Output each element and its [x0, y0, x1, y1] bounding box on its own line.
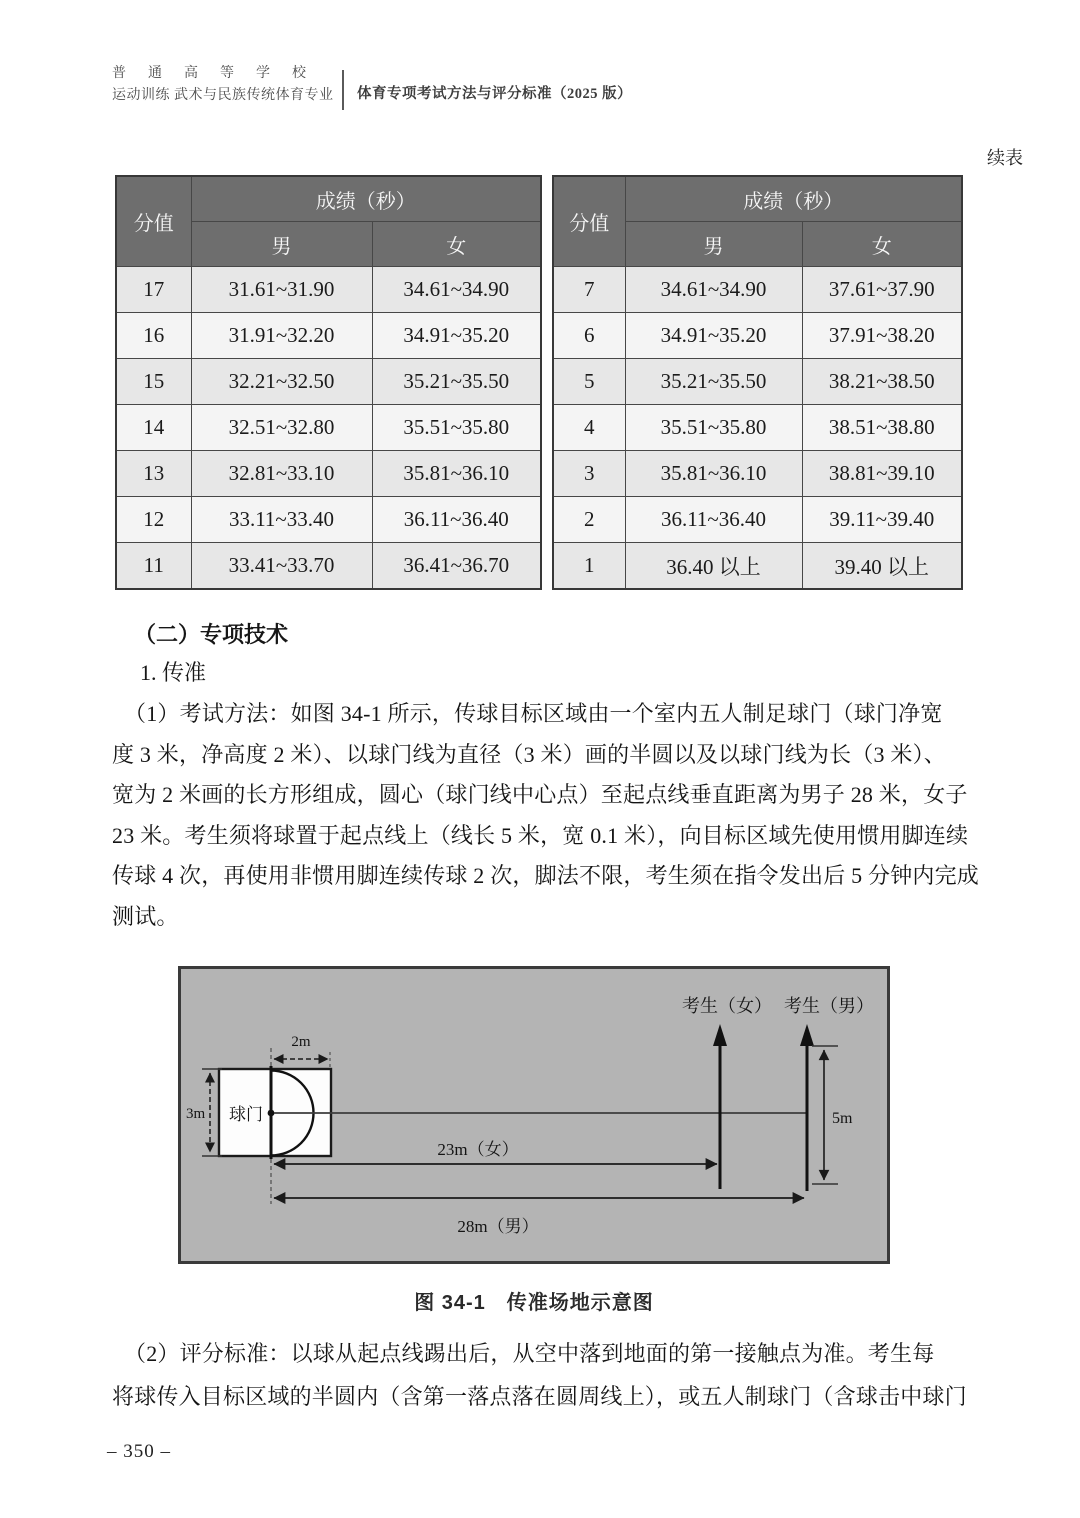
- dim-3m-label: 3m: [186, 1106, 206, 1122]
- table-row: [116, 451, 541, 497]
- score-cell: 4: [553, 405, 625, 451]
- female-time-cell: 36.41~36.70: [372, 543, 541, 590]
- header-school-block: [112, 63, 334, 107]
- col-header-male: 男: [625, 222, 802, 267]
- score-cell: 11: [116, 543, 191, 590]
- female-time-cell: 34.91~35.20: [372, 313, 541, 359]
- dim-23m-label: 23m（女）: [437, 1140, 519, 1159]
- male-time-cell: 35.81~36.10: [625, 451, 802, 497]
- female-time-cell: 38.21~38.50: [802, 359, 962, 405]
- male-time-cell: 33.41~33.70: [191, 543, 372, 590]
- examinee-female-label: 考生（女）: [682, 996, 772, 1016]
- table-row: [553, 267, 962, 313]
- section-heading: （二）专项技术: [134, 622, 289, 647]
- male-time-cell: 34.61~34.90: [625, 267, 802, 313]
- male-time-cell: 32.81~33.10: [191, 451, 372, 497]
- paragraph-line: （1）考试方法：如图 34-1 所示，传球目标区域由一个室内五人制足球门（球门净宽: [124, 701, 943, 726]
- score-table-right: [552, 175, 963, 590]
- col-header-female: 女: [372, 222, 541, 267]
- field-diagram: [178, 966, 890, 1264]
- col-header-female: 女: [802, 222, 962, 267]
- table-row: [553, 543, 962, 590]
- col-header-result: 成绩（秒）: [625, 176, 962, 222]
- table-row: [553, 497, 962, 543]
- examinee-male-label: 考生（男）: [784, 996, 874, 1016]
- score-cell: 5: [553, 359, 625, 405]
- male-time-cell: 31.61~31.90: [191, 267, 372, 313]
- header-major-name: 运动训练 武术与民族传统体育专业: [112, 88, 334, 103]
- scoring-standard-paragraph: [112, 1332, 988, 1418]
- female-time-cell: 35.51~35.80: [372, 405, 541, 451]
- male-time-cell: 36.11~36.40: [625, 497, 802, 543]
- paragraph-line: 度 3 米，净高度 2 米）、以球门线为直径（3 米）画的半圆以及以球门线为长（3 米）、: [112, 741, 947, 767]
- header-edition-title: 体育专项考试方法与评分标准（2025 版）: [357, 86, 633, 102]
- female-time-cell: 39.11~39.40: [802, 497, 962, 543]
- table-row: [116, 543, 541, 590]
- table-row: [116, 359, 541, 405]
- male-time-cell: 35.51~35.80: [625, 405, 802, 451]
- col-header-score: 分值: [116, 176, 191, 267]
- table-row: [116, 267, 541, 313]
- score-cell: 2: [553, 497, 625, 543]
- female-time-cell: 38.81~39.10: [802, 451, 962, 497]
- female-time-cell: 35.81~36.10: [372, 451, 541, 497]
- score-cell: 17: [116, 267, 191, 313]
- female-time-cell: 35.21~35.50: [372, 359, 541, 405]
- goal-center-dot: [268, 1110, 275, 1117]
- male-time-cell: 32.51~32.80: [191, 405, 372, 451]
- score-cell: 13: [116, 451, 191, 497]
- figure-caption: 图 34-1 传准场地示意图: [414, 1292, 654, 1314]
- col-header-male: 男: [191, 222, 372, 267]
- table-row: [116, 405, 541, 451]
- paragraph-line: 将球传入目标区域的半圆内（含第一落点落在圆周线上），或五人制球门（含球击中球门: [112, 1384, 967, 1409]
- field-diagram-svg: [178, 966, 890, 1264]
- continued-table-label: 续表: [987, 148, 1023, 168]
- page-number: – 350 –: [107, 1441, 171, 1462]
- score-table-left: [115, 175, 542, 590]
- male-time-cell: 35.21~35.50: [625, 359, 802, 405]
- table-row: [116, 313, 541, 359]
- paragraph-line: 23 米。考生须将球置于起点线上（线长 5 米，宽 0.1 米），向目标区域先使用惯用脚连续: [112, 822, 969, 848]
- paragraph-line: 传球 4 次，再使用非惯用脚连续传球 2 次，脚法不限，考生须在指令发出后 5 分钟内完成: [112, 863, 980, 888]
- female-time-cell: 37.91~38.20: [802, 313, 962, 359]
- col-header-score: 分值: [553, 176, 625, 267]
- col-header-result: 成绩（秒）: [191, 176, 541, 222]
- exam-method-paragraph: [112, 694, 988, 937]
- table-row: [116, 497, 541, 543]
- score-cell: 7: [553, 267, 625, 313]
- female-time-cell: 36.11~36.40: [372, 497, 541, 543]
- male-time-cell: 31.91~32.20: [191, 313, 372, 359]
- score-cell: 1: [553, 543, 625, 590]
- table-row: [553, 359, 962, 405]
- score-cell: 16: [116, 313, 191, 359]
- score-cell: 14: [116, 405, 191, 451]
- section-subheading: 1. 传准: [140, 660, 207, 685]
- paragraph-line: 测试。: [112, 903, 179, 929]
- score-cell: 3: [553, 451, 625, 497]
- score-cell: 15: [116, 359, 191, 405]
- table-row: [553, 405, 962, 451]
- male-time-cell: 36.40 以上: [625, 543, 802, 590]
- male-time-cell: 33.11~33.40: [191, 497, 372, 543]
- score-cell: 6: [553, 313, 625, 359]
- male-time-cell: 34.91~35.20: [625, 313, 802, 359]
- paragraph-line: 宽为 2 米画的长方形组成，圆心（球门线中心点）至起点线垂直距离为男子 28 米，女子: [112, 782, 968, 807]
- header-divider: [342, 70, 344, 110]
- dim-5m-label: 5m: [832, 1110, 853, 1127]
- dim-2m-label: 2m: [291, 1034, 311, 1050]
- goal-label: 球门: [229, 1105, 263, 1124]
- table-row: [553, 451, 962, 497]
- female-time-cell: 39.40 以上: [802, 543, 962, 590]
- female-time-cell: 34.61~34.90: [372, 267, 541, 313]
- header-school-name: 普通高等学校: [112, 66, 328, 81]
- male-time-cell: 32.21~32.50: [191, 359, 372, 405]
- score-cell: 12: [116, 497, 191, 543]
- dim-28m-label: 28m（男）: [457, 1217, 539, 1236]
- female-time-cell: 37.61~37.90: [802, 267, 962, 313]
- paragraph-line: （2）评分标准：以球从起点线踢出后，从空中落到地面的第一接触点为准。考生每: [124, 1341, 935, 1366]
- table-row: [553, 313, 962, 359]
- female-time-cell: 38.51~38.80: [802, 405, 962, 451]
